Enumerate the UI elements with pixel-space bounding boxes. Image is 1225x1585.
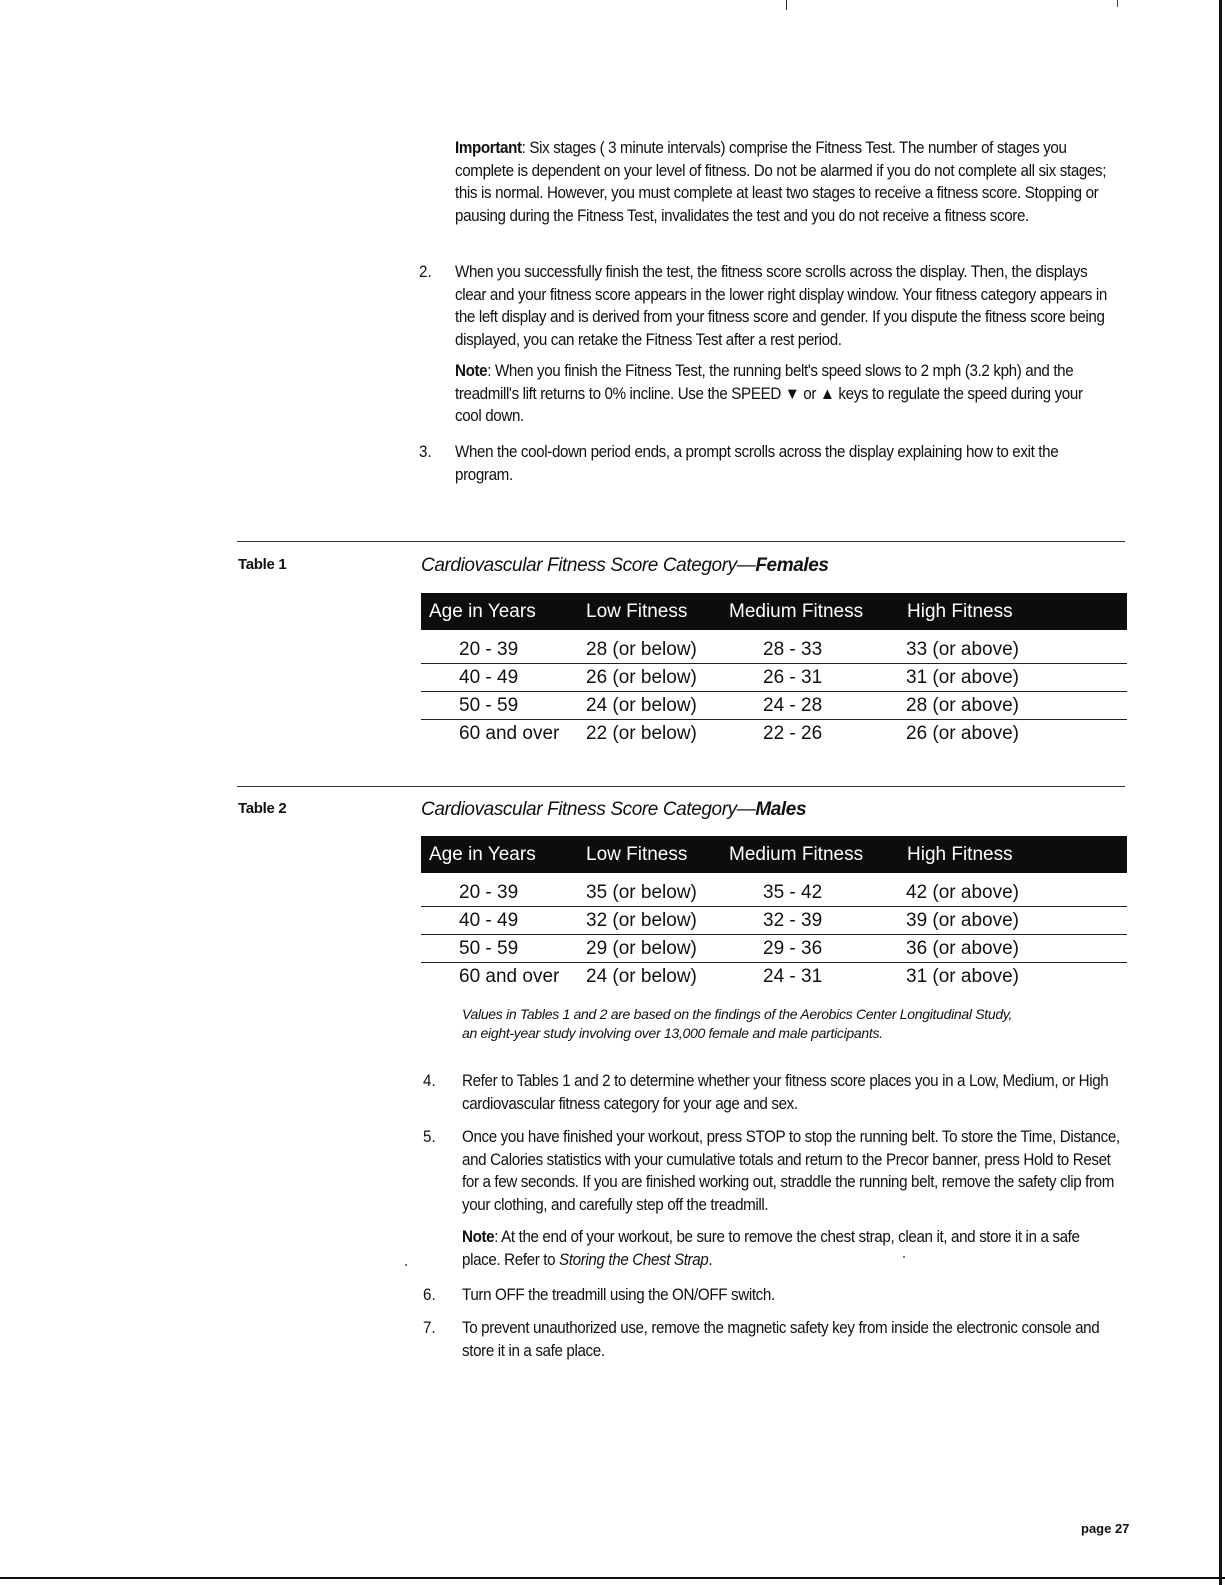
table-row [421, 935, 1127, 963]
note-paragraph [455, 360, 1113, 428]
section-divider [237, 786, 1125, 787]
step-number: 6. [423, 1286, 436, 1304]
step-text: To prevent unauthorized use, remove the magnetic safety key from inside the electronic console and store it in a safe place. [462, 1319, 1100, 1360]
important-text: : Six stages ( 3 minute intervals) comprise the Fitness Test. The number of stages you complete is dependent on your level of fitness. Do not be alarmed if you do not complete all six stages; this is normal. However, you must complete at least two stages to receive a fitness score. Stopping or pausing during the Fitness Test, invalidates the test and you do not receive a fitness score. [455, 139, 1107, 225]
table-row [421, 636, 1127, 664]
step-text: Refer to Tables 1 and 2 to determine whether your fitness score places you in a Low, Medium, or High cardiovascular fitness category for your age and sex. [462, 1072, 1109, 1113]
important-label: Important [455, 139, 522, 157]
page-edge [0, 1577, 1225, 1579]
scan-mark [1117, 0, 1118, 7]
source-note-line: an eight-year study involving over 13,000 female and male participants. [462, 1025, 883, 1041]
cell-high: 33 (or above) [906, 639, 1020, 660]
step-text: Once you have finished your workout, press STOP to stop the running belt. To store the Time, Distance, and Calories statistics with your cumulative totals and return to the Precor banner, press Hold to Reset for a few seconds. If you are finished working out, straddle the running belt, remove the safety clip from your clothing, and carefully step off the treadmill. [462, 1128, 1120, 1214]
cell-medium: 24 - 28 [763, 695, 823, 716]
cell-high: 42 (or above) [906, 882, 1020, 903]
title-gender: Females [755, 555, 829, 576]
note-label: Note [462, 1228, 495, 1246]
table-row [421, 879, 1127, 907]
cell-high: 31 (or above) [906, 667, 1020, 688]
note-reference: Storing the Chest Strap [559, 1250, 709, 1269]
step-number: 2. [419, 263, 432, 281]
cell-age: 50 - 59 [459, 695, 519, 716]
note-label: Note [455, 362, 488, 380]
step-number: 7. [423, 1319, 436, 1337]
table-row [421, 664, 1127, 692]
important-paragraph [455, 137, 1108, 227]
cell-high: 31 (or above) [906, 966, 1020, 987]
cell-high: 28 (or above) [906, 695, 1020, 716]
table-row [421, 720, 1127, 748]
cell-high: 39 (or above) [906, 910, 1020, 931]
table-label: Table 2 [238, 800, 287, 817]
header-age: Age in Years [429, 601, 536, 622]
cell-medium: 26 - 31 [763, 667, 823, 688]
step-text: Turn OFF the treadmill using the ON/OFF switch. [462, 1286, 775, 1304]
header-low: Low Fitness [586, 601, 688, 622]
cell-medium: 24 - 31 [763, 966, 823, 987]
step-number: 4. [423, 1072, 436, 1090]
cell-low: 28 (or below) [586, 639, 697, 660]
table-header [421, 593, 1127, 630]
page-number: page 27 [1081, 1521, 1130, 1536]
cell-age: 60 and over [459, 966, 560, 987]
page-edge [1219, 0, 1222, 1585]
cell-high: 36 (or above) [906, 938, 1020, 959]
cell-age: 60 and over [459, 723, 560, 744]
header-high: High Fitness [907, 844, 1013, 865]
step-text: When you successfully finish the test, the fitness score scrolls across the display. Then, the displays clear and your fitness score appears in the lower right display window. Your fitness category appears in the left display and is derived from your fitness score and gender. If you dispute the fitness score being displayed, you can retake the Fitness Test after a rest period. [455, 263, 1107, 349]
table-header [421, 836, 1127, 873]
cell-age: 40 - 49 [459, 667, 519, 688]
fitness-table-females [421, 593, 1127, 748]
cell-medium: 35 - 42 [763, 882, 823, 903]
step-number: 5. [423, 1128, 436, 1146]
source-note-line: Values in Tables 1 and 2 are based on the findings of the Aerobics Center Longitudinal Study, [462, 1006, 1013, 1022]
note-text: . [708, 1250, 713, 1269]
cell-low: 32 (or below) [586, 910, 697, 931]
header-medium: Medium Fitness [729, 844, 864, 865]
table-label: Table 1 [238, 556, 287, 573]
table-row [421, 963, 1127, 991]
fitness-table-males [421, 836, 1127, 991]
table-row [421, 907, 1127, 935]
cell-medium: 32 - 39 [763, 910, 823, 931]
cell-medium: 22 - 26 [763, 723, 823, 744]
title-prefix: Cardiovascular Fitness Score Category— [421, 799, 756, 820]
scan-mark [786, 0, 787, 10]
cell-low: 29 (or below) [586, 938, 697, 959]
cell-low: 35 (or below) [586, 882, 697, 903]
cell-medium: 29 - 36 [763, 938, 823, 959]
cell-high: 26 (or above) [906, 723, 1020, 744]
cell-low: 24 (or below) [586, 695, 697, 716]
note-text: : When you finish the Fitness Test, the running belt's speed slows to 2 mph (3.2 kph) and the treadmill's lift returns to 0% incline. Use the SPEED ▼ or ▲ keys to regulate the speed during your cool down. [455, 362, 1083, 425]
cell-age: 50 - 59 [459, 938, 519, 959]
cell-low: 22 (or below) [586, 723, 697, 744]
table-row [421, 692, 1127, 720]
section-divider [237, 541, 1125, 542]
table-title [421, 555, 829, 577]
header-low: Low Fitness [586, 844, 688, 865]
step-number: 3. [419, 443, 432, 461]
cell-age: 20 - 39 [459, 639, 519, 660]
cell-low: 24 (or below) [586, 966, 697, 987]
step-text: When the cool-down period ends, a prompt scrolls across the display explaining how to exit the program. [455, 443, 1059, 484]
header-high: High Fitness [907, 601, 1013, 622]
cell-medium: 28 - 33 [763, 639, 823, 660]
tables-source-note [462, 1005, 1012, 1043]
cell-low: 26 (or below) [586, 667, 697, 688]
note-paragraph [462, 1226, 1120, 1271]
cell-age: 20 - 39 [459, 882, 519, 903]
scan-speck [903, 1256, 905, 1258]
header-medium: Medium Fitness [729, 601, 864, 622]
cell-age: 40 - 49 [459, 910, 519, 931]
table-title [421, 799, 806, 821]
header-age: Age in Years [429, 844, 536, 865]
note-text: : At the end of your workout, be sure to remove the chest strap, clean it, and store it in a safe place. Refer to [462, 1228, 1080, 1269]
scan-speck [405, 1264, 407, 1266]
title-prefix: Cardiovascular Fitness Score Category— [421, 555, 756, 576]
title-gender: Males [755, 799, 807, 820]
